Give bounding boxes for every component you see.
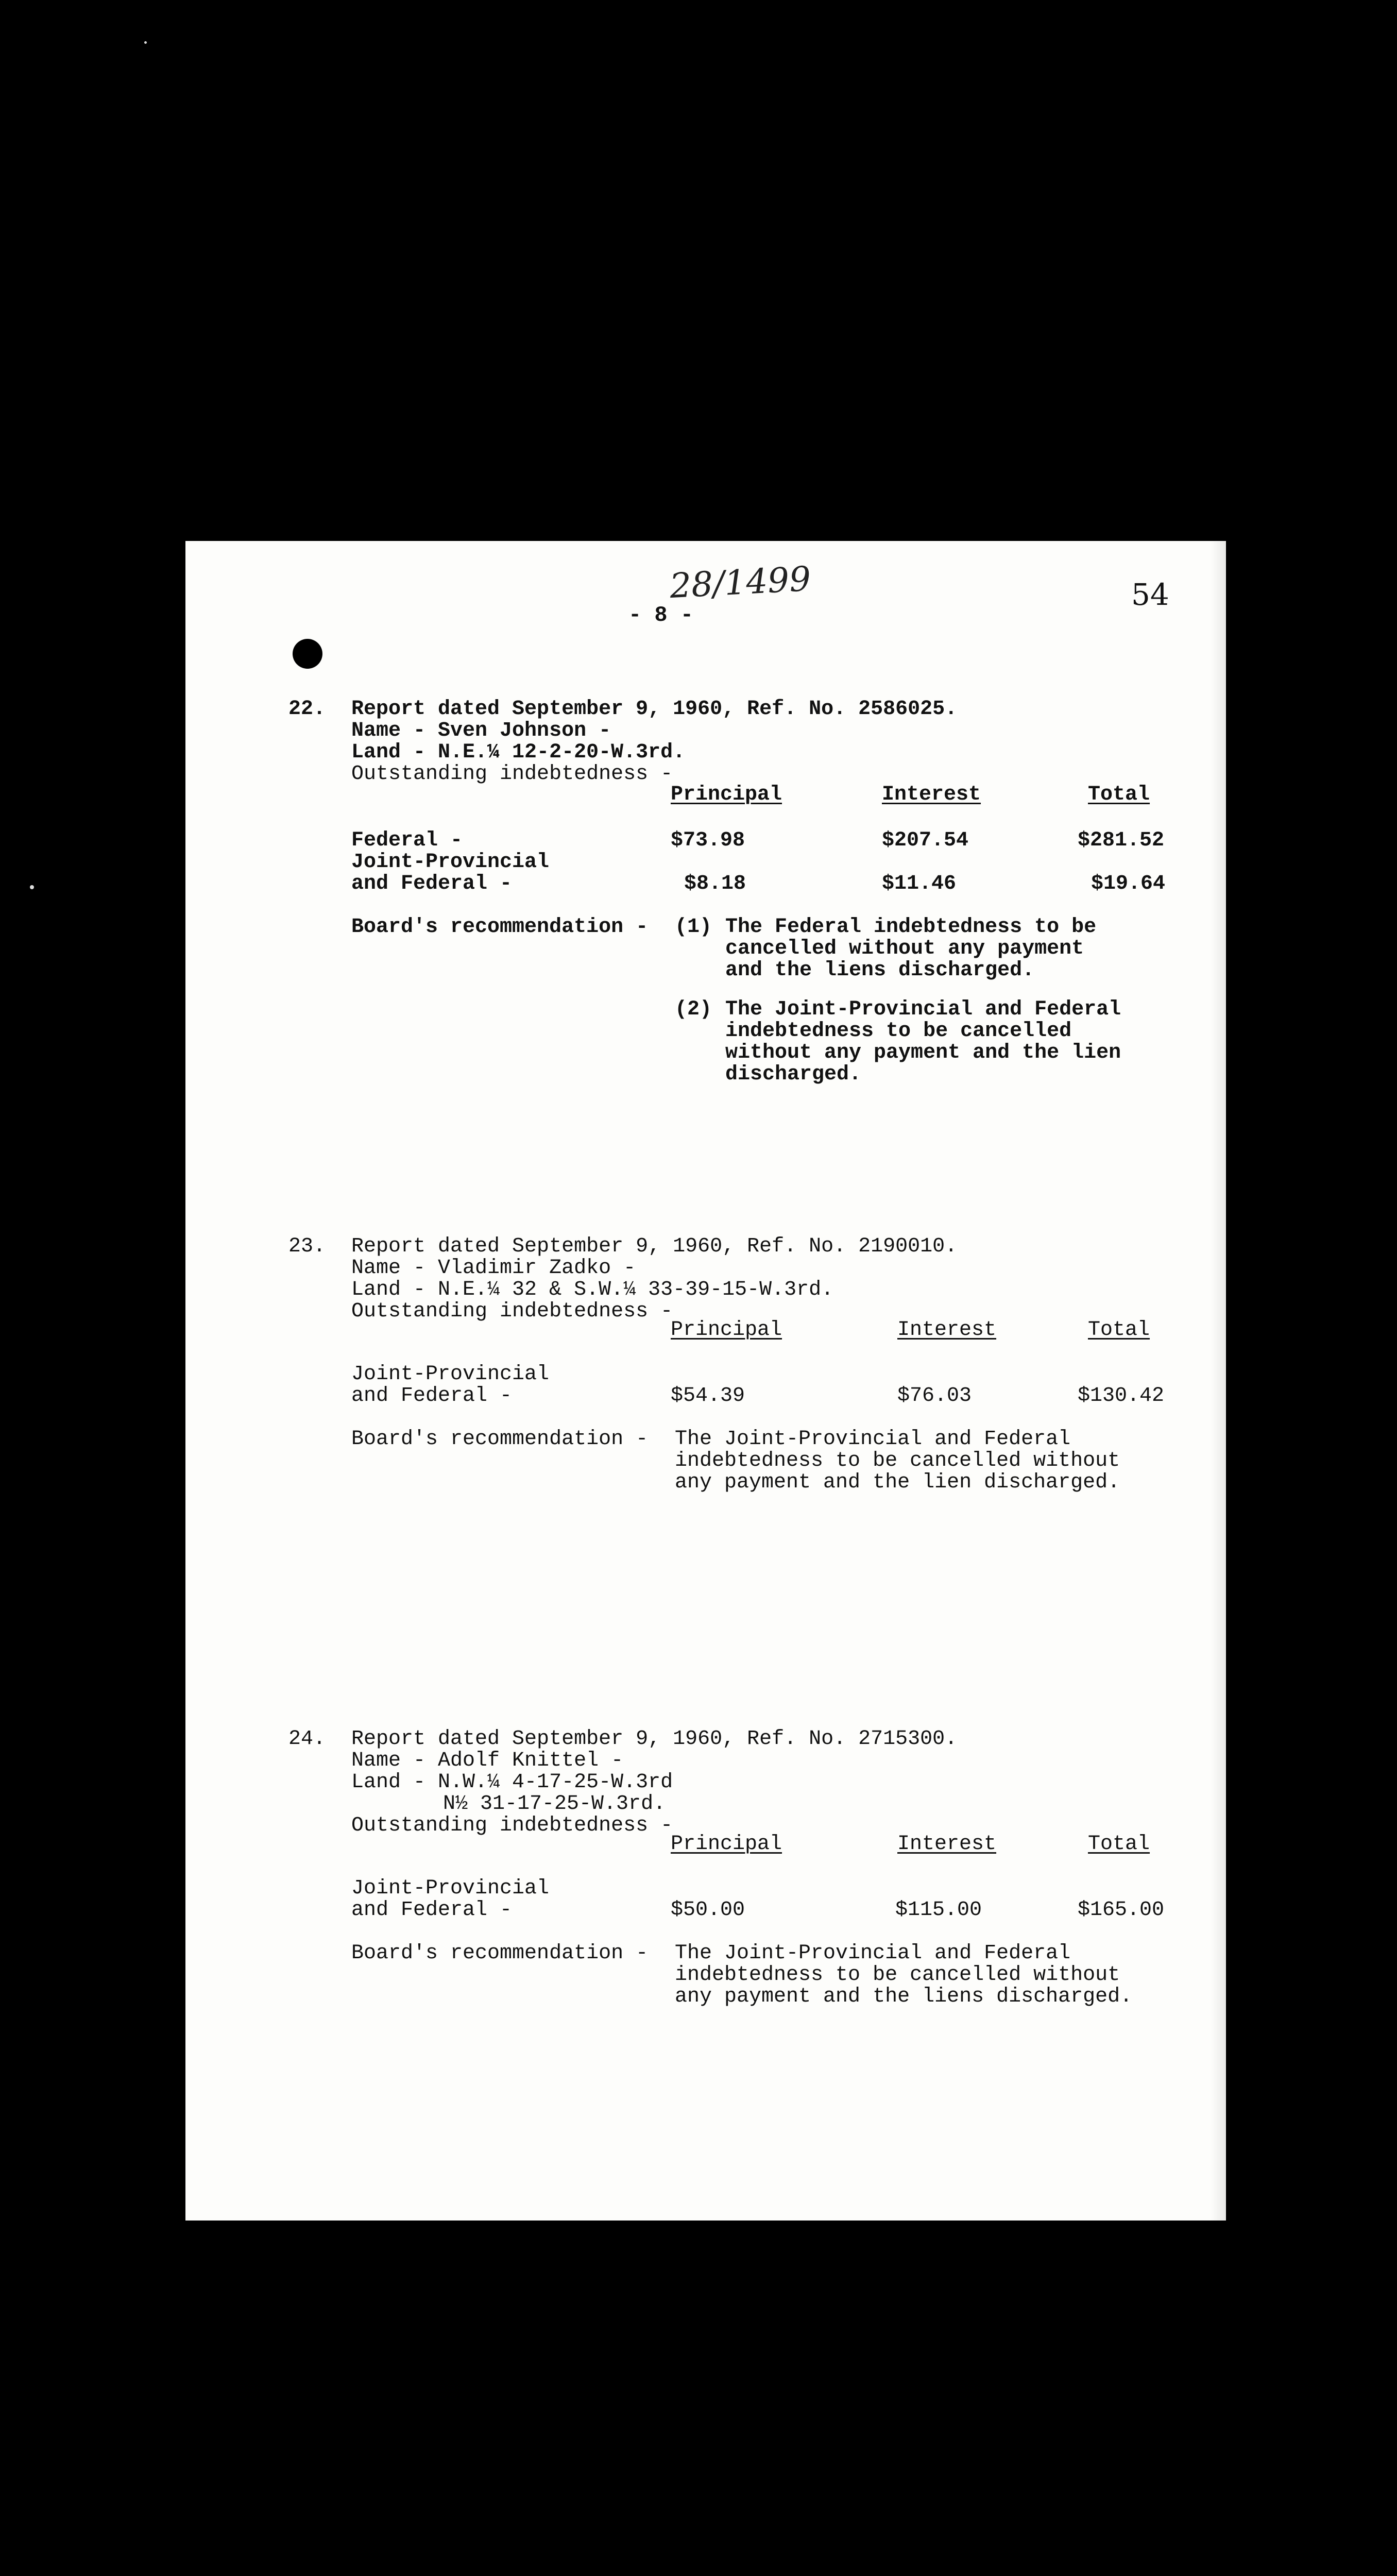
total-value: $165.00	[1078, 1899, 1165, 1922]
recommendation-text: The Joint-Provincial and Federal	[675, 1428, 1071, 1451]
outstanding-label: Outstanding indebtedness -	[351, 1814, 673, 1837]
recommendation-text: The Joint-Provincial and Federal	[725, 998, 1121, 1021]
column-header-principal: Principal	[671, 783, 782, 806]
outstanding-label: Outstanding indebtedness -	[351, 762, 673, 786]
recommendation-number: (1)	[675, 916, 712, 939]
recommendation-text: The Joint-Provincial and Federal	[675, 1942, 1071, 1965]
column-header-interest: Interest	[897, 1833, 997, 1856]
principal-value: $73.98	[671, 829, 745, 852]
row-label: and Federal -	[351, 1899, 513, 1922]
recommendation-label: Board's recommendation -	[351, 1942, 649, 1965]
recommendation-text: The Federal indebtedness to be	[725, 916, 1097, 939]
column-header-interest: Interest	[882, 783, 981, 806]
row-label: Joint-Provincial	[351, 851, 550, 874]
recommendation-text: cancelled without any payment	[725, 937, 1084, 960]
entry-number: 23.	[288, 1235, 326, 1258]
recommendation-text: indebtedness to be cancelled	[725, 1020, 1072, 1043]
outstanding-label: Outstanding indebtedness -	[351, 1300, 673, 1323]
name-line: Name - Sven Johnson -	[351, 719, 611, 742]
report-line: Report dated September 9, 1960, Ref. No. 2715300.	[351, 1727, 958, 1751]
page-number: - 8 -	[628, 603, 694, 628]
recommendation-text: indebtedness to be cancelled without	[675, 1963, 1120, 1987]
recommendation-text: indebtedness to be cancelled without	[675, 1449, 1120, 1472]
report-line: Report dated September 9, 1960, Ref. No. 2190010.	[351, 1235, 958, 1258]
total-value: $281.52	[1078, 829, 1165, 852]
interest-value: $115.00	[895, 1899, 982, 1922]
recommendation-text: without any payment and the lien	[725, 1041, 1121, 1064]
entry-number: 22.	[288, 698, 326, 721]
land-line: N½ 31-17-25-W.3rd.	[443, 1792, 666, 1816]
column-header-principal: Principal	[671, 1318, 782, 1342]
punch-hole	[293, 639, 322, 669]
handwritten-reference: 28/1499	[669, 558, 812, 606]
row-label: and Federal -	[351, 1384, 513, 1408]
principal-value: $54.39	[671, 1384, 745, 1408]
column-header-total: Total	[1088, 783, 1150, 806]
folio-number: 54	[1131, 577, 1169, 612]
recommendation-label: Board's recommendation -	[351, 1428, 649, 1451]
row-label: Federal -	[351, 829, 463, 852]
interest-value: $207.54	[882, 829, 969, 852]
name-line: Name - Adolf Knittel -	[351, 1749, 624, 1772]
column-header-principal: Principal	[671, 1833, 782, 1856]
document-page	[185, 541, 1226, 2221]
land-line: Land - N.E.¼ 12-2-20-W.3rd.	[351, 741, 686, 764]
land-line: Land - N.W.¼ 4-17-25-W.3rd	[351, 1771, 673, 1794]
recommendation-text: any payment and the lien discharged.	[675, 1471, 1120, 1494]
recommendation-number: (2)	[675, 998, 712, 1021]
principal-value: $50.00	[671, 1899, 745, 1922]
column-header-interest: Interest	[897, 1318, 997, 1342]
report-line: Report dated September 9, 1960, Ref. No. 2586025.	[351, 698, 958, 721]
total-value: $130.42	[1078, 1384, 1165, 1408]
land-line: Land - N.E.¼ 32 & S.W.¼ 33-39-15-W.3rd.	[351, 1278, 834, 1301]
total-value: $19.64	[1091, 872, 1166, 895]
film-speck	[144, 41, 147, 44]
principal-value: $8.18	[684, 872, 746, 895]
page-edge-shadow	[1211, 541, 1226, 2221]
recommendation-text: and the liens discharged.	[725, 959, 1035, 982]
column-header-total: Total	[1088, 1833, 1150, 1856]
interest-value: $76.03	[897, 1384, 972, 1408]
name-line: Name - Vladimir Zadko -	[351, 1257, 636, 1280]
interest-value: $11.46	[882, 872, 957, 895]
film-speck	[30, 885, 34, 889]
row-label: Joint-Provincial	[351, 1363, 550, 1386]
entry-number: 24.	[288, 1727, 326, 1751]
row-label: and Federal -	[351, 872, 513, 895]
recommendation-text: any payment and the liens discharged.	[675, 1985, 1133, 2008]
row-label: Joint-Provincial	[351, 1877, 550, 1900]
recommendation-text: discharged.	[725, 1063, 862, 1086]
column-header-total: Total	[1088, 1318, 1150, 1342]
recommendation-label: Board's recommendation -	[351, 916, 649, 939]
